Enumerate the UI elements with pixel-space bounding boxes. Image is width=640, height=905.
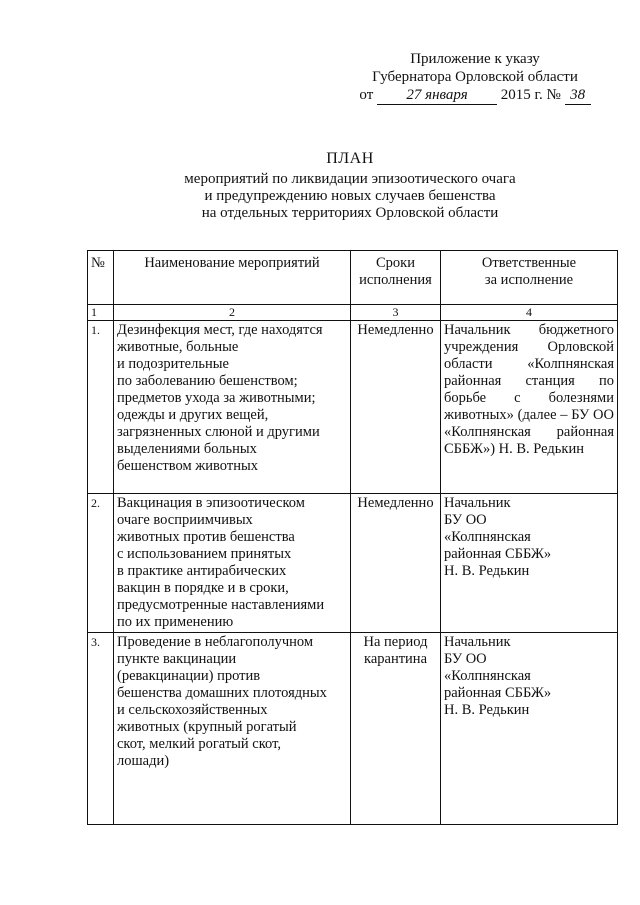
header-responsible [441, 251, 618, 305]
row-timing-line: карантина [364, 651, 427, 667]
column-number-row [88, 305, 618, 321]
appendix-decree-line [340, 86, 610, 105]
column-number: 2 [114, 305, 351, 321]
appendix-header [340, 50, 610, 105]
row-name-line: предусмотренные наставлениями [117, 597, 325, 613]
row-name-line: бешенством животных [117, 458, 258, 474]
plan-subtitle-line-2: и предупреждению новых случаев бешенства [204, 188, 496, 204]
row-name-line: Дезинфекция мест, где находятся [117, 322, 323, 338]
row-name-line: и подозрительные [117, 356, 229, 372]
row-responsible: Начальник бюджетного учреждения Орловской области «Колпнянская районная станция по борьбе с болезнями животных» (далее – БУ ОО «Колпнянская районная СББЖ») Н. В. Редькин [441, 321, 618, 494]
row-name-line: предметов ухода за животными; [117, 390, 316, 406]
row-name [114, 633, 351, 825]
row-responsible-line: районная СББЖ» [444, 685, 552, 701]
row-responsible [441, 494, 618, 633]
row-name-line: по их применению [117, 614, 234, 630]
row-name-line: Вакцинация в эпизоотическом [117, 495, 305, 511]
row-name-line: и сельскохозяйственных [117, 702, 268, 718]
header-timing-line: Сроки [376, 255, 415, 271]
row-name-line: бешенства домашних плотоядных [117, 685, 327, 701]
row-name-line: животных против бешенства [117, 529, 295, 545]
column-number: 3 [351, 305, 441, 321]
header-responsible-line: за исполнение [484, 272, 574, 288]
row-responsible-line: «Колпнянская [444, 529, 531, 545]
row-name-line: Проведение в неблагополучном [117, 634, 314, 650]
table-row [88, 321, 618, 494]
column-number: 1 [88, 305, 114, 321]
appendix-line-1: Приложение к указу [410, 51, 540, 67]
appendix-line-2: Губернатора Орловской области [372, 69, 578, 85]
decree-year: 2015 г. № [500, 87, 561, 103]
handwritten-number: 38 [565, 86, 591, 105]
row-name-line: с использованием принятых [117, 546, 292, 562]
row-responsible-line: Н. В. Редькин [444, 563, 530, 579]
row-timing: Немедленно [351, 494, 441, 633]
row-name-line: животные, больные [117, 339, 239, 355]
row-name [114, 321, 351, 494]
row-name [114, 494, 351, 633]
row-number: 3. [88, 633, 114, 825]
handwritten-date: 27 января [377, 86, 497, 105]
row-responsible-line: «Колпнянская [444, 668, 531, 684]
row-responsible-line: БУ ОО [444, 651, 487, 667]
row-responsible-line: БУ ОО [444, 512, 487, 528]
plan-subtitle-line-3: на отдельных территориях Орловской области [201, 205, 499, 221]
row-number: 1. [88, 321, 114, 494]
header-num: № [88, 251, 114, 305]
table-row [88, 494, 618, 633]
row-timing-line: На период [363, 634, 428, 650]
plan-title-block [100, 150, 600, 222]
row-name-line: пункте вакцинации [117, 651, 237, 667]
row-name-line: одежды и других вещей, [117, 407, 269, 423]
row-name-line: (ревакцинации) против [117, 668, 261, 684]
row-timing: Немедленно [351, 321, 441, 494]
row-responsible-line: Н. В. Редькин [444, 702, 530, 718]
row-responsible-line: Начальник [444, 495, 511, 511]
column-number: 4 [441, 305, 618, 321]
row-name-line: в практике антирабических [117, 563, 287, 579]
table-row [88, 633, 618, 825]
row-responsible-line: Начальник [444, 634, 511, 650]
header-timing [351, 251, 441, 305]
table-header-row [88, 251, 618, 305]
row-responsible-line: районная СББЖ» [444, 546, 552, 562]
row-name-line: животных (крупный рогатый [117, 719, 297, 735]
header-name: Наименование мероприятий [114, 251, 351, 305]
plan-title: ПЛАН [326, 150, 374, 167]
row-name-line: лошади) [117, 753, 170, 769]
row-name-line: по заболеванию бешенством; [117, 373, 298, 389]
decree-from-prefix: от [359, 87, 374, 103]
row-name-line: вакцин в порядке и в сроки, [117, 580, 289, 596]
plan-subtitle-line-1: мероприятий по ликвидации эпизоотического очага [184, 171, 516, 187]
row-name-line: очаге восприимчивых [117, 512, 253, 528]
plan-table [87, 250, 618, 825]
row-name-line: загрязненных слюной и другими [117, 424, 320, 440]
header-responsible-line: Ответственные [481, 255, 577, 271]
row-responsible [441, 633, 618, 825]
row-name-line: выделениями больных [117, 441, 257, 457]
row-name-line: скот, мелкий рогатый скот, [117, 736, 281, 752]
row-timing [351, 633, 441, 825]
header-timing-line: исполнения [359, 272, 432, 288]
row-number: 2. [88, 494, 114, 633]
